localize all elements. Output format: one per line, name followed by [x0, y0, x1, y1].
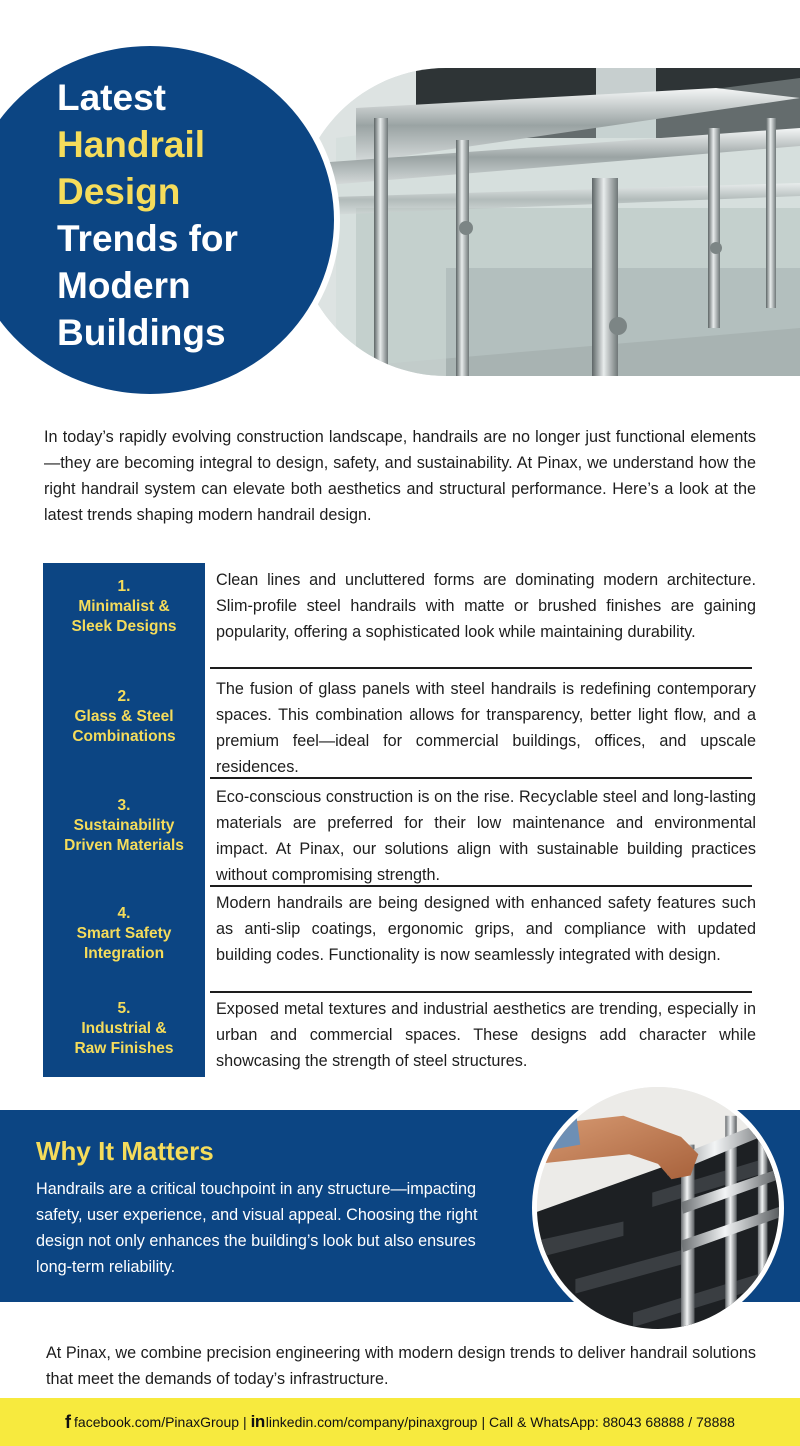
title-line: Modern [57, 265, 191, 306]
trends-label-column [43, 563, 205, 1077]
trend-title-line: Glass & Steel [74, 708, 174, 725]
trend-description-5: Exposed metal textures and industrial aesthetics are trending, especially in urban and commercial spaces. These designs add character while showcasing the strength of steel structures. [216, 1000, 756, 1070]
trend-number: 1. [117, 578, 131, 595]
footer-separator: | [243, 1414, 247, 1430]
title-line: Buildings [57, 312, 226, 353]
trend-label-3 [43, 796, 205, 856]
linkedin-url: linkedin.com/company/pinaxgroup [265, 1414, 478, 1430]
why-it-matters-heading: Why It Matters [36, 1136, 214, 1166]
facebook-url: facebook.com/PinaxGroup [74, 1414, 240, 1430]
title-line: Latest [57, 77, 166, 118]
trend-label-1 [43, 577, 205, 637]
trend-divider [210, 991, 752, 993]
trend-number: 4. [117, 905, 131, 922]
contact-footer [0, 1398, 800, 1446]
trend-title-line: Industrial & [81, 1020, 167, 1037]
trend-title-line: Raw Finishes [74, 1040, 174, 1057]
trend-title-line: Smart Safety [76, 925, 172, 942]
facebook-icon: f [65, 1411, 72, 1432]
trend-description-4: Modern handrails are being designed with enhanced safety features such as anti-slip coatings, ergonomic grips, and compliance with updated building codes. Functionality is now seamlessly integrated with design. [216, 894, 756, 964]
trend-number: 2. [117, 688, 131, 705]
trend-label-5 [43, 999, 205, 1059]
why-it-matters-text: Handrails are a critical touchpoint in any structure—impacting safety, user experience, and visual appeal. Choosing the right design not only enhances the building’s look but also ensures long-term reliability. [36, 1180, 478, 1276]
trend-label-4 [43, 904, 205, 964]
glass-steel-handrail-photo [296, 68, 800, 376]
trend-label-2 [43, 687, 205, 747]
trend-number: 3. [117, 797, 131, 814]
trend-divider [210, 777, 752, 779]
contact-numbers: | Call & WhatsApp: 88043 68888 / 78888 [481, 1414, 735, 1430]
trend-title-line: Driven Materials [64, 837, 184, 854]
trend-title-line: Sustainability [73, 817, 175, 834]
trend-number: 5. [117, 1000, 131, 1017]
linkedin-link[interactable] [251, 1412, 478, 1432]
trend-description-2: The fusion of glass panels with steel handrails is redefining contemporary spaces. This combination allows for transparency, better light flow, and a premium feel—ideal for commercial buildings, offices, and upscale residences. [216, 680, 756, 776]
intro-paragraph: In today’s rapidly evolving construction landscape, handrails are no longer just functional elements—they are becoming integral to design, safety, and sustainability. At Pinax, we understand how the right handrail system can elevate both aesthetics and structural performance. Here’s a look at the latest trends shaping modern handrail design. [44, 428, 756, 524]
hand-on-stair-railing-photo [532, 1082, 784, 1334]
closing-paragraph: At Pinax, we combine precision engineering with modern design trends to deliver handrail solutions that meet the demands of today’s infrastructure. [46, 1344, 756, 1388]
trend-divider [210, 885, 752, 887]
title-highlight-line: Design [57, 171, 181, 212]
hero-section [0, 0, 800, 400]
trend-title-line: Combinations [72, 728, 176, 745]
page-title [57, 74, 307, 356]
trend-title-line: Sleek Designs [71, 618, 177, 635]
linkedin-icon: in [250, 1412, 265, 1431]
title-line: Trends for [57, 218, 238, 259]
trend-description-1: Clean lines and uncluttered forms are dominating modern architecture. Slim-profile steel handrails with matte or brushed finishes are gaining popularity, offering a sophisticated look while maintaining durability. [216, 571, 756, 641]
facebook-link[interactable] [65, 1412, 239, 1433]
trend-description-3: Eco-conscious construction is on the rise. Recyclable steel and long-lasting materials are preferred for their low maintenance and environmental impact. At Pinax, our solutions align with sustainable building practices without compromising strength. [216, 788, 756, 884]
trend-title-line: Integration [83, 945, 165, 962]
title-highlight-line: Handrail [57, 124, 206, 165]
trend-divider [210, 667, 752, 669]
trend-title-line: Minimalist & [78, 598, 170, 615]
